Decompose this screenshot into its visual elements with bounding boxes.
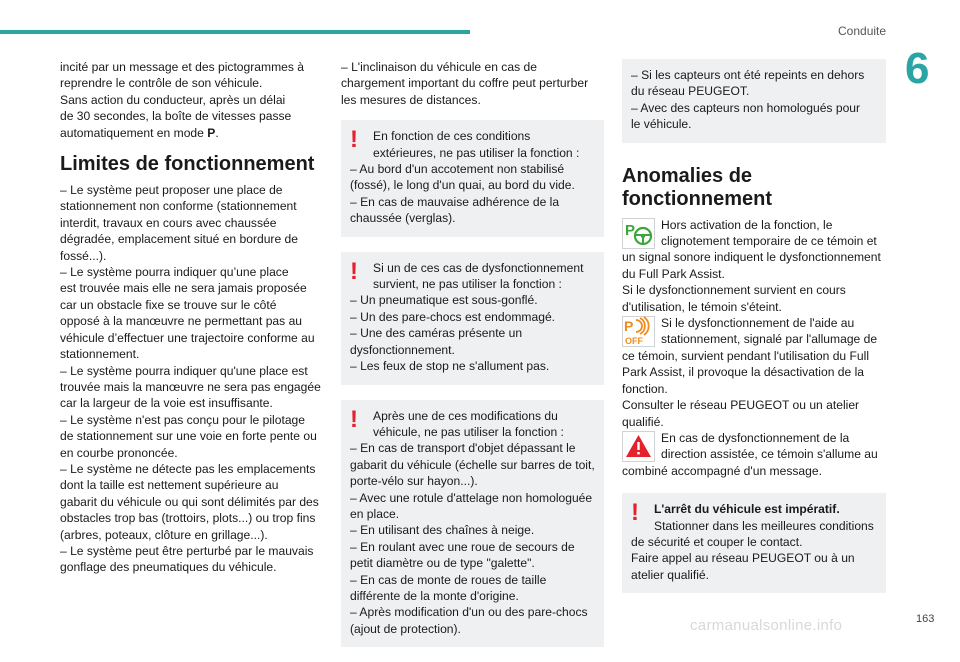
svg-text:P: P <box>625 221 636 239</box>
sensor-box <box>622 59 886 143</box>
warning-line: (ajout de protection). <box>350 621 461 636</box>
warning-line: dysfonctionnement. <box>350 342 455 357</box>
warning-line: – En utilisant des chaînes à neige. <box>350 523 535 538</box>
warning-exclamation-icon: ! <box>350 126 358 154</box>
warning-box-conditions <box>341 120 604 236</box>
chapter-number: 6 <box>905 44 930 93</box>
parking-aid-line: Park Assist, il provoque la désactivation de la <box>622 365 865 380</box>
intro-text: automatiquement en mode <box>60 125 204 140</box>
intro-line <box>60 125 325 141</box>
limit-line: trouvée mais la manœuvre ne sera pas engagée <box>60 379 321 394</box>
warning-line: chaussée (verglas). <box>350 211 456 226</box>
parking-aid-line: Si le dysfonctionnement de l'aide au <box>661 316 855 331</box>
warning-line: – Les feux de stop ne s'allument pas. <box>350 359 550 374</box>
limit-line: – Le système peut proposer une place de <box>60 183 283 198</box>
limit-line: stationnement non conforme (stationnement <box>60 199 297 214</box>
limit-line: car un obstacle fixe se trouve sur le côté <box>60 297 277 312</box>
warning-line: – Au bord d'un accotement non stabilisé <box>350 162 565 177</box>
limit-line: (arbres, poteaux, clôture en grillage...). <box>60 527 268 542</box>
warning-exclamation-icon: ! <box>631 499 639 527</box>
warning-line: en place. <box>350 506 400 521</box>
warning-line: porte-vélo sur hayon...). <box>350 474 478 489</box>
park-assist-line: Si le dysfonctionnement survient en cours <box>622 283 846 298</box>
warning-line: (fossé), le long d'un quai, au bord du vide. <box>350 178 575 193</box>
warning-triangle-icon <box>622 431 655 462</box>
steering-line: combiné accompagné d'un message. <box>622 463 822 478</box>
limit-line: car la largeur de la voie est insuffisante. <box>60 396 273 411</box>
sensor-line: – Avec des capteurs non homologués pour <box>631 100 861 115</box>
warning-line: – En cas de mauvaise adhérence de la <box>350 194 560 209</box>
warning-line: – En roulant avec une roue de secours de <box>350 539 575 554</box>
warning-line: – Un pneumatique est sous-gonflé. <box>350 293 538 308</box>
steering-line: direction assistée, ce témoin s'allume au <box>661 447 878 462</box>
park-assist-line: clignotement temporaire de ce témoin et <box>661 234 877 249</box>
limits-heading: Limites de fonctionnement <box>60 153 315 176</box>
steering-warning-block <box>622 430 886 479</box>
warning-line: atelier qualifié. <box>631 567 709 582</box>
parking-aid-line: Consulter le réseau PEUGEOT ou un atelier <box>622 398 860 413</box>
sensor-line: – Si les capteurs ont été repeints en dehors <box>631 68 865 82</box>
limits-list <box>60 182 325 576</box>
warning-line: – Une des caméras présente un <box>350 326 523 341</box>
text-line: – L'inclinaison du véhicule en cas de <box>341 60 537 74</box>
anomalies-heading-line: Anomalies de <box>622 164 753 187</box>
limit-line: fossé...). <box>60 248 107 263</box>
park-assist-line: Hors activation de la fonction, le <box>661 217 833 232</box>
warning-exclamation-icon: ! <box>350 405 358 433</box>
anomalies-heading-line: fonctionnement <box>622 187 772 210</box>
steering-line: En cas de dysfonctionnement de la <box>661 430 850 445</box>
warning-line: Après une de ces modifications du <box>373 408 558 423</box>
stop-imperative: L'arrêt du véhicule est impératif. <box>654 502 840 517</box>
parking-aid-line: stationnement, signalé par l'allumage de <box>661 332 878 347</box>
column-3 <box>622 59 886 608</box>
limit-line: interdit, travaux en cours avec chaussée <box>60 215 277 230</box>
warning-line: – En cas de monte de roues de taille <box>350 572 547 587</box>
limit-line: – Le système pourra indiquer qu'une place est <box>60 363 308 378</box>
intro-line: Sans action du conducteur, après un délai <box>60 92 286 107</box>
limit-line: – Le système n'est pas conçu pour le pilotage <box>60 412 306 427</box>
warning-line: différente de la monte d'origine. <box>350 588 519 603</box>
limit-line: – Le système ne détecte pas les emplacements <box>60 461 316 476</box>
limit-line: dégradée, emplacement situé en bordure de <box>60 232 299 247</box>
parking-aid-off-icon <box>622 316 655 347</box>
warning-line: Faire appel au réseau PEUGEOT ou à un <box>631 551 855 566</box>
warning-line: Si un de ces cas de dysfonctionnement <box>373 260 584 275</box>
anomalies-heading <box>622 165 886 211</box>
watermark: carmanualsonline.info <box>690 617 843 634</box>
warning-line: En fonction de ces conditions <box>373 129 531 144</box>
warning-line: – Après modification d'un ou des pare-chocs <box>350 605 588 620</box>
limit-line: gonflage des pneumatiques du véhicule. <box>60 560 277 575</box>
limit-line: dont la taille est nettement supérieure au <box>60 478 279 493</box>
warning-line: – Un des pare-chocs est endommagé. <box>350 309 556 324</box>
warning-exclamation-icon: ! <box>350 257 358 285</box>
intro-end: . <box>215 125 219 140</box>
header-accent-bar <box>0 30 470 34</box>
page-number: 163 <box>916 613 935 625</box>
limit-line: véhicule d’effectuer une trajectoire conforme au <box>60 330 315 345</box>
sensor-line: du réseau PEUGEOT. <box>631 84 750 99</box>
limit-line: opposé à la manœuvre ne permettant pas au <box>60 314 303 329</box>
warning-line: – Avec une rotule d'attelage non homologuée <box>350 490 593 505</box>
limit-line: de stationnement sur une voie en forte pente ou <box>60 429 317 444</box>
warning-box-modifications <box>341 400 604 648</box>
warning-box-malfunction <box>341 252 604 385</box>
warning-line: – En cas de transport d'objet dépassant le <box>350 441 576 456</box>
limit-line: – Le système peut être perturbé par le mauvais <box>60 543 314 558</box>
warning-line: survient, ne pas utiliser la fonction : <box>373 277 562 292</box>
intro-line: reprendre le contrôle de son véhicule. <box>60 76 263 91</box>
limit-line: obstacles trop bas (trottoirs, plots...) ou trop fins <box>60 511 316 526</box>
park-assist-line: un signal sonore indiquent le dysfonctionnement <box>622 250 881 265</box>
off-label: OFF <box>625 336 643 347</box>
sensor-line: le véhicule. <box>631 117 692 132</box>
column-1 <box>60 59 325 576</box>
limit-line: stationnement. <box>60 347 140 362</box>
warning-line: extérieures, ne pas utiliser la fonction : <box>373 145 580 160</box>
park-assist-steering-icon <box>622 218 655 249</box>
svg-text:P: P <box>624 318 634 335</box>
parking-aid-warning-block <box>622 315 886 430</box>
warning-line: Stationner dans les meilleures conditions <box>654 518 874 533</box>
park-assist-line: du Full Park Assist. <box>622 266 725 281</box>
parking-aid-line: qualifié. <box>622 414 664 429</box>
intro-line: de 30 secondes, la boîte de vitesses passe <box>60 109 292 124</box>
limit-line: gabarit du véhicule ou qui sont délimités par des <box>60 494 319 509</box>
gear-mode-p: P <box>207 125 216 140</box>
parking-aid-line: fonction. <box>622 381 668 396</box>
limit-line: – Le système pourra indiquer qu’une place <box>60 265 289 280</box>
warning-line: gabarit du véhicule (échelle sur barres de toit, <box>350 457 595 472</box>
text-line: chargement important du coffre peut perturber <box>341 76 589 91</box>
section-title: Conduite <box>838 24 887 38</box>
warning-line: petit diamètre ou de type "galette". <box>350 556 535 571</box>
warning-line: de sécurité et couper le contact. <box>631 534 803 549</box>
park-assist-warning-block <box>622 217 886 315</box>
parking-aid-line: ce témoin, survient pendant l'utilisation du Full <box>622 348 870 363</box>
intro-line: incité par un message et des pictogrammes à <box>60 60 305 74</box>
text-line: les mesures de distances. <box>341 92 481 107</box>
park-assist-line: d'utilisation, le témoin s'éteint. <box>622 299 782 314</box>
warning-box-stop <box>622 493 886 593</box>
warning-line: véhicule, ne pas utiliser la fonction : <box>373 424 564 439</box>
warning-bold-line <box>631 501 877 517</box>
limit-line: est trouvée mais elle ne sera jamais proposée <box>60 281 307 296</box>
column-2 <box>341 59 604 662</box>
limit-line: en courbe prononcée. <box>60 445 178 460</box>
